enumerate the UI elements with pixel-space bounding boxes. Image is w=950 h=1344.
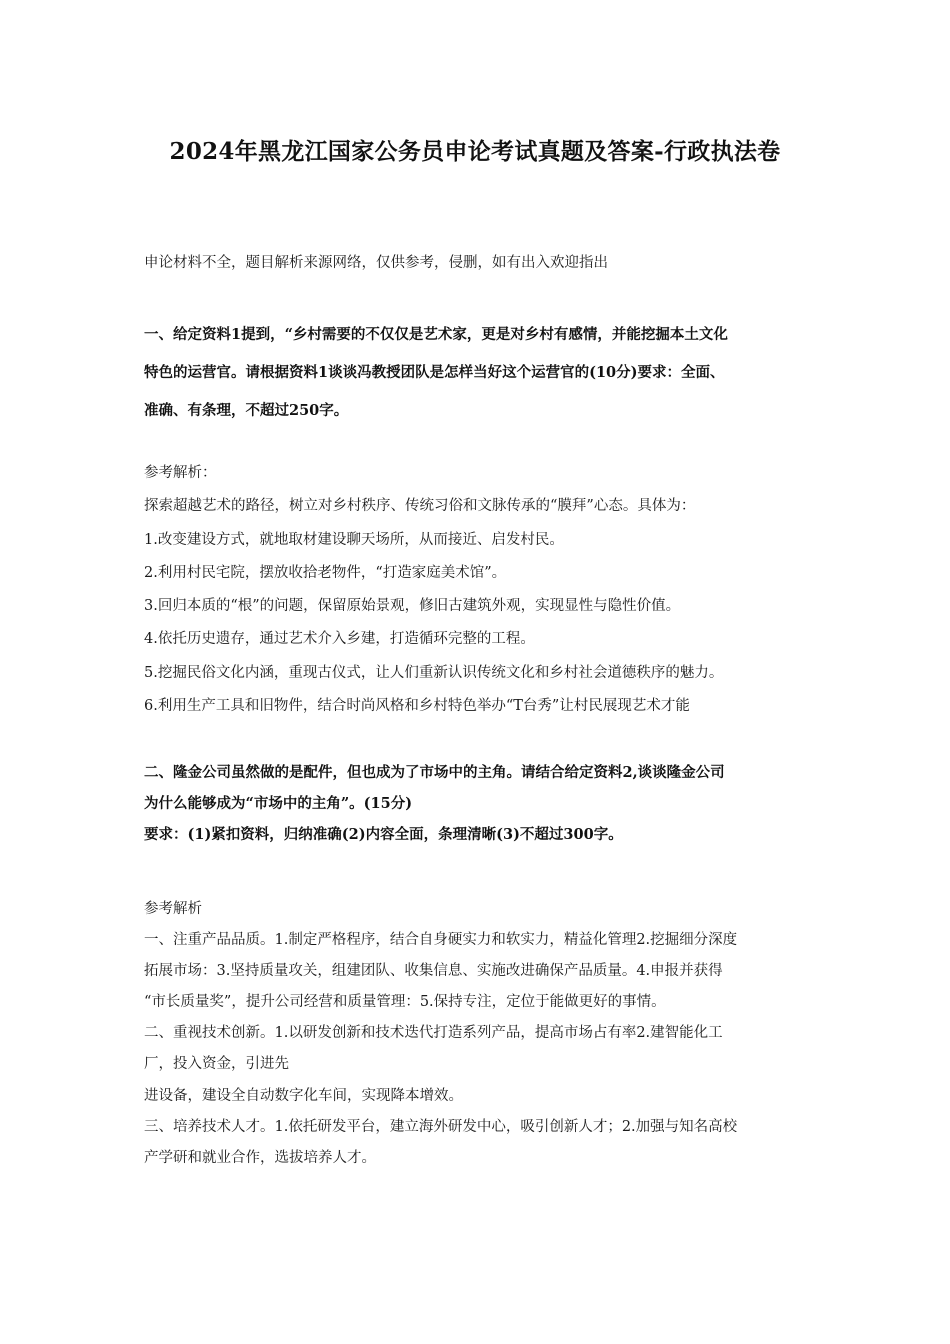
answer-1 (144, 457, 812, 723)
answer-2-line: 一、注重产品品质。1.制定严格程序，结合自身硬实力和软实力，精益化管理2.挖掘细分深度 (144, 932, 738, 949)
question-2-line: 二、隆金公司虽然做的是配件，但也成为了市场中的主角。请结合给定资料2,谈谈隆金公司 (144, 764, 725, 781)
answer-1-line: 5.挖掘民俗文化内涵，重现古仪式，让人们重新认识传统文化和乡村社会道德秩序的魅力。 (144, 664, 724, 681)
question-1-line: 准确、有条理，不超过250字。 (144, 402, 349, 419)
answer-2-line: 三、培养技术人才。1.依托研发平台，建立海外研发中心，吸引创新人才；2.加强与知名高校 (144, 1118, 738, 1135)
question-2 (144, 757, 812, 850)
question-2-requirements: 要求：(1)紧扣资料，归纳准确(2)内容全面，条理清晰(3)不超过300字。 (144, 826, 623, 843)
answer-2-line: 进设备，建设全自动数字化车间，实现降本增效。 (144, 1087, 463, 1104)
answer-1-line: 3.回归本质的“根”的问题，保留原始景观，修旧古建筑外观，实现显性与隐性价值。 (144, 598, 681, 615)
answer-2-line: “市长质量奖”，提升公司经营和质量管理：5.保持专注，定位于能做更好的事情。 (144, 994, 666, 1011)
answer-2-line: 拓展市场：3.坚持质量攻关，组建团队、收集信息、实施改进确保产品质量。4.申报并获得 (144, 963, 723, 980)
answer-2 (144, 894, 812, 1174)
disclaimer-note (144, 252, 812, 274)
answer-2-line: 产学研和就业合作，选拔培养人才。 (144, 1149, 376, 1166)
answer-2-heading: 参考解析 (144, 901, 202, 917)
answer-1-line: 2.利用村民宅院，摆放收拾老物件，“打造家庭美术馆”。 (144, 564, 507, 581)
question-2-line: 为什么能够成为“市场中的主角”。(15分) (144, 795, 413, 812)
answer-1-heading: 参考解析： (144, 465, 217, 481)
answer-1-line: 4.依托历史遗存，通过艺术介入乡建，打造循环完整的工程。 (144, 631, 535, 648)
answer-1-line: 探索超越艺术的路径，树立对乡村秩序、传统习俗和文脉传承的“膜拜”心态。具体为： (144, 498, 696, 515)
question-1 (144, 316, 812, 430)
answer-1-line: 1.改变建设方式，就地取材建设聊天场所，从而接近、启发村民。 (144, 531, 564, 548)
answer-1-line: 6.利用生产工具和旧物件，结合时尚风格和乡村特色举办“T台秀”让村民展现艺术才能 (144, 698, 690, 715)
answer-2-line: 二、重视技术创新。1.以研发创新和技术迭代打造系列产品，提高市场占有率2.建智能化工 (144, 1025, 723, 1042)
question-1-line: 一、给定资料1提到，“乡村需要的不仅仅是艺术家，更是对乡村有感情，并能挖掘本土文化 (144, 326, 728, 343)
question-1-line: 特色的运营官。请根据资料1谈谈冯教授团队是怎样当好这个运营官的(10分)要求：全面、 (144, 364, 725, 381)
disclaimer-text: 申论材料不全，题目解析来源网络，仅供参考，侵删，如有出入欢迎指出 (144, 255, 608, 271)
page-title: 2024年黑龙江国家公务员申论考试真题及答案-行政执法卷 (169, 138, 781, 165)
answer-2-line: 厂，投入资金，引进先 (144, 1056, 289, 1073)
